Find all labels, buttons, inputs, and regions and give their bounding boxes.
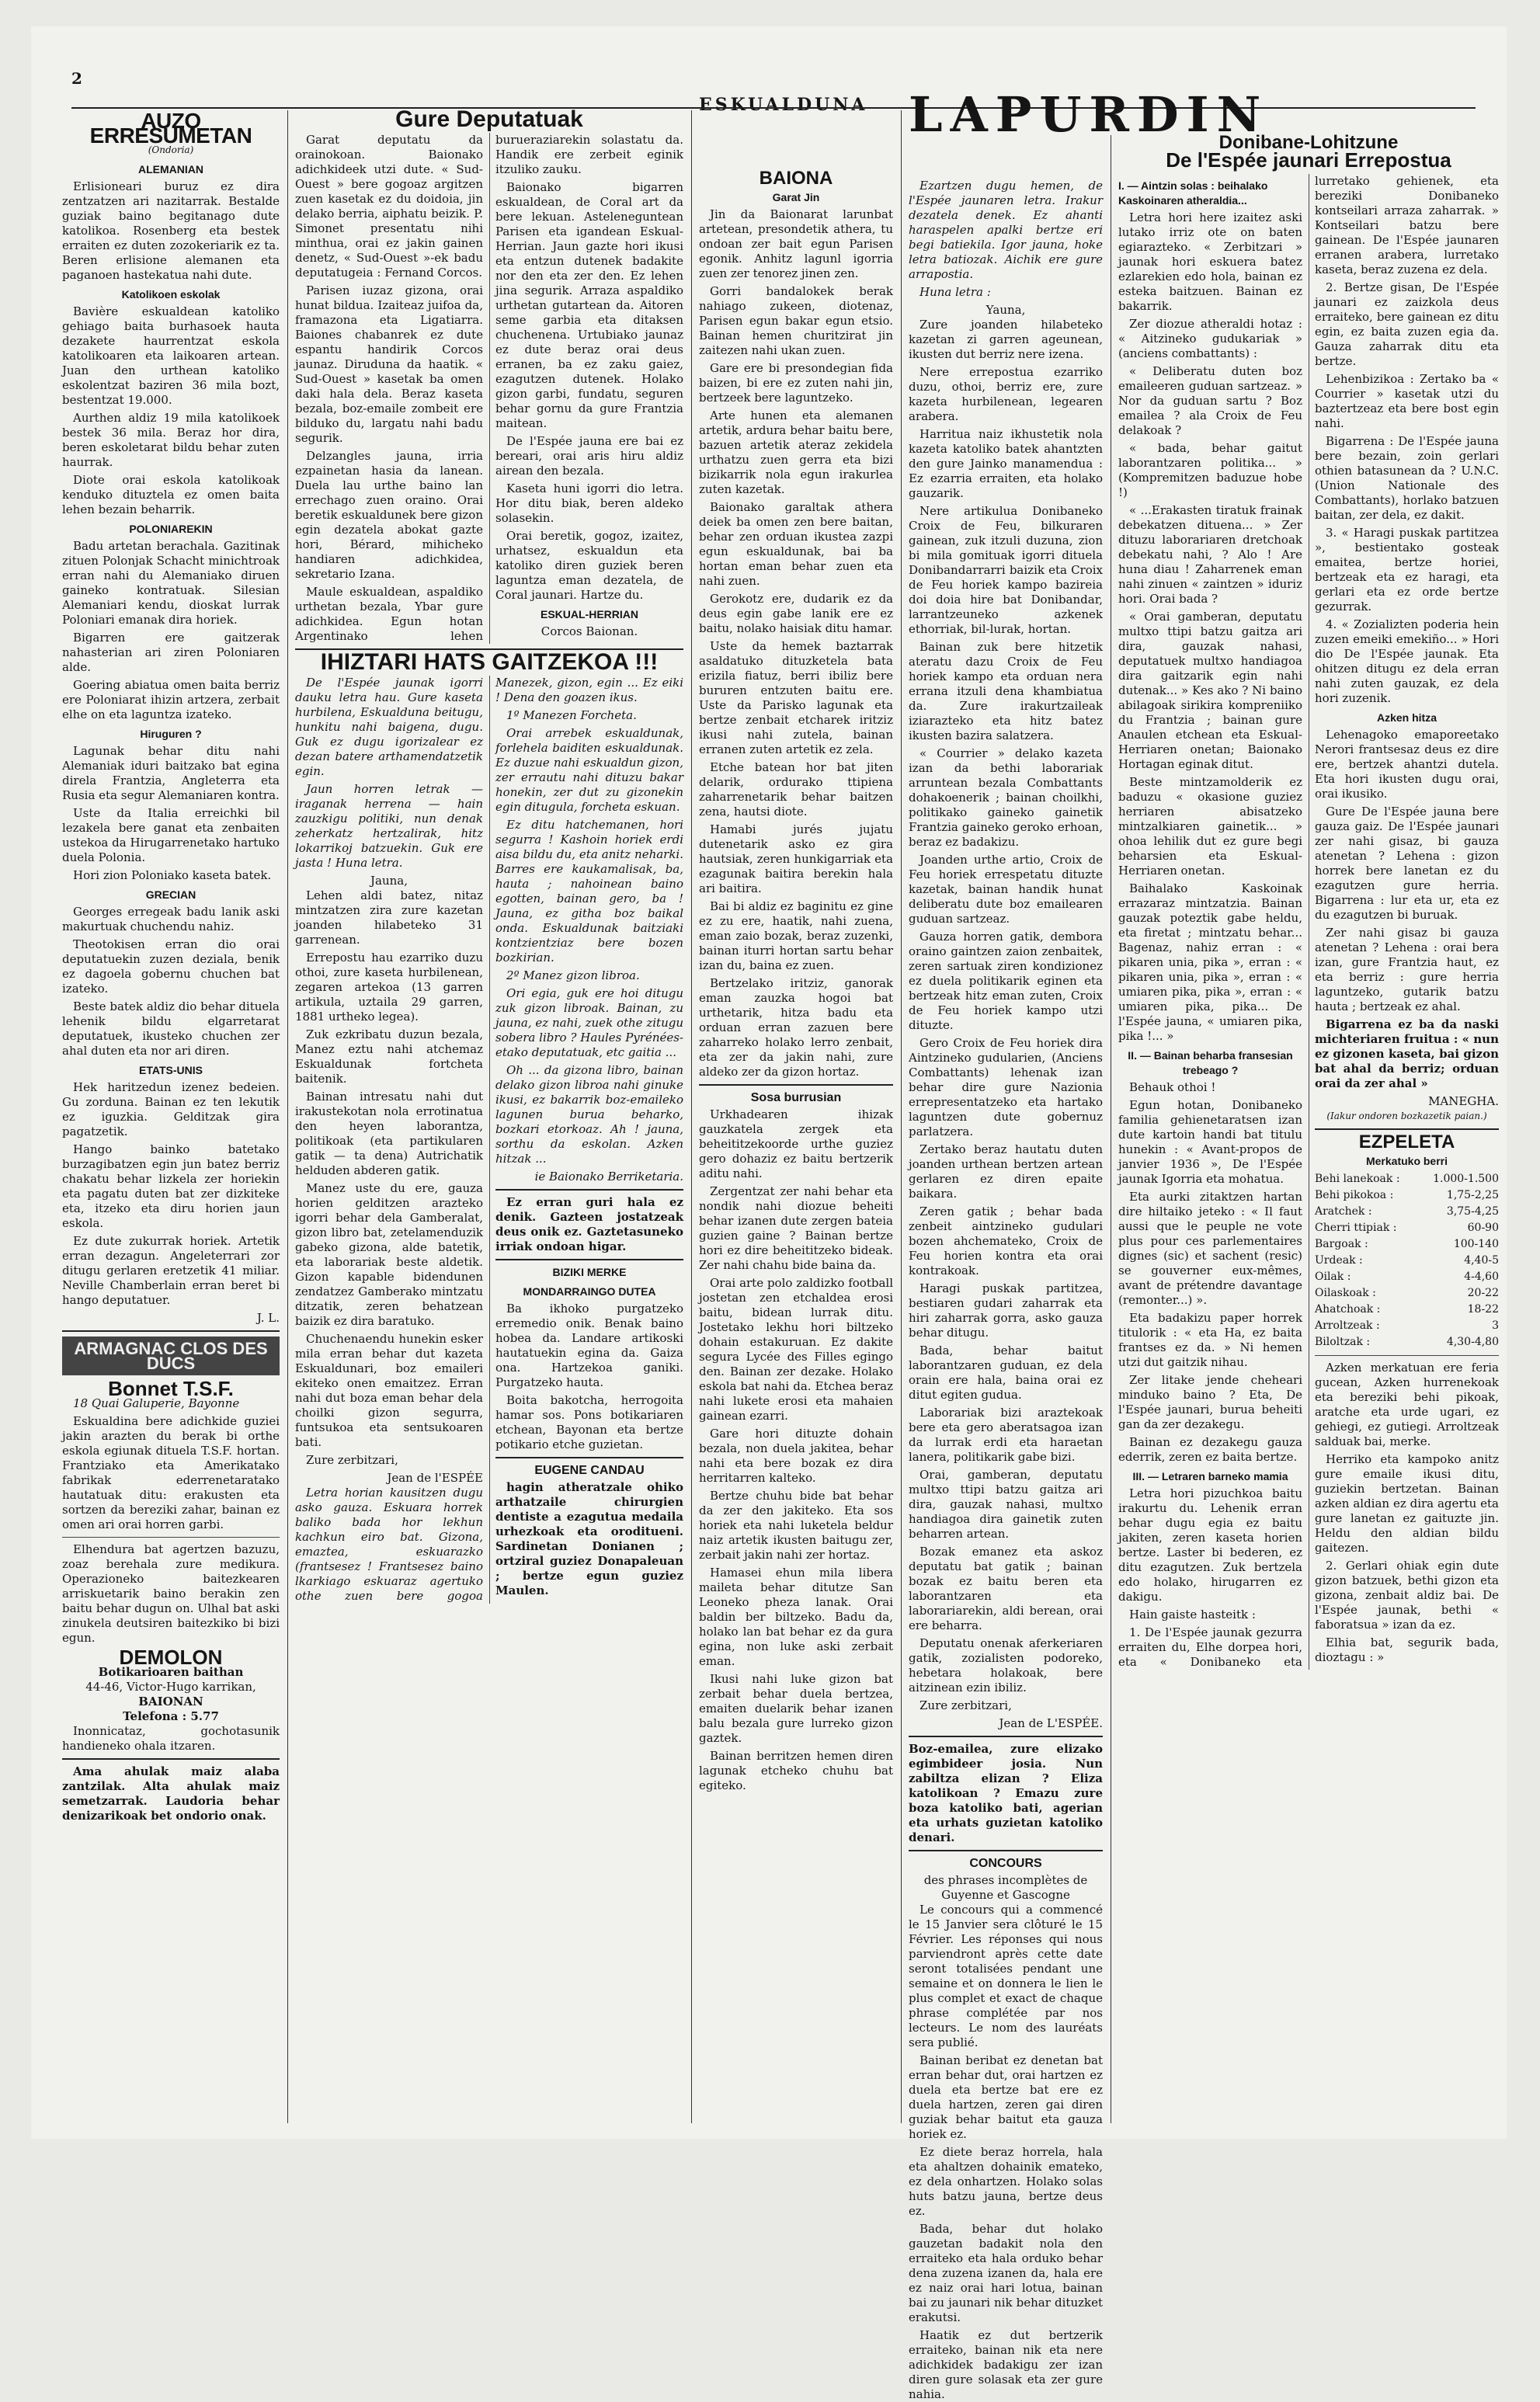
market-item-label: Arroltzeak : <box>1315 1319 1380 1332</box>
paragraph: De l'Espée jauna ere bai ez bereari, orai aris hiru aldiz airean den bezala. <box>495 434 683 478</box>
page-number: 2 <box>71 69 82 88</box>
paragraph: 2. Bertze gisan, De l'Espée jaunari ez zaizkola deus erraiteko, bere gainean ez ditu egin, ez baita zuzen egia da. Gauza zaharrak ditu eta bertze. <box>1315 280 1499 368</box>
market-row <box>1315 1236 1499 1253</box>
paragraph: Letra hori here izaitez aski lutako irriz ote on baten egiarazteko. « Zerbitzari » jaunak hori eskuera batez ezlarekien edo hola, bainan ez esteka baitzuen. Bainan ez bakarrik. <box>1118 210 1302 313</box>
paragraph: 1º Manezen Forcheta. <box>506 708 637 722</box>
market-price-table <box>1315 1171 1499 1350</box>
section-heading: I. — Aintzin solas : beihalako Kaskoinaren atheraldia... <box>1118 179 1268 207</box>
paragraph: Oh ... da gizona libro, bainan delako gizon libroa nahi ginuke ikusi, ez bakarrik boz-emaileko lagunen burua beharko, bozkari etorkoaz. Ah ! jauna, sorthu da eskolan. Azken hitzak ... <box>495 1063 683 1166</box>
paragraph: Bai bi aldiz ez baginitu ez gine ez zu ere, haatik, nahi zuena, eman zaio bozak, beraz zuzenki, bainan iturri hortan sartu behar izan du, baina ez zuen. <box>699 899 893 972</box>
divider <box>699 1084 893 1086</box>
column-3 <box>699 110 893 2123</box>
paragraph: Beste mintzamolderik ez baduzu « okasione guziez herriaren abisatzeko mintzalkiaren gainetik... » ohoa lehilik dut ez gure begi beharsien eta Eskual-Herriaren onetan. <box>1118 775 1302 878</box>
divider <box>62 1330 280 1332</box>
market-row <box>1315 1334 1499 1350</box>
column-rule <box>691 110 692 2123</box>
paragraph: Orai, gamberan, deputatu multxo ttipi batzu gaitza ari dira, gauzak nahasi, multxo handiagoa dira gainetik zuten beharren artean. <box>909 1468 1103 1541</box>
advert-line: BAIONAN <box>138 1695 203 1709</box>
market-row <box>1315 1285 1499 1302</box>
column-1-subtitle: (Ondoria) <box>148 144 194 155</box>
paragraph: Bainan intresatu nahi dut irakustekotan nola errotinatua den heyen laborantza, politikoak (eta partikularen gatik — ta dena) Autrichatik helduden abderen gatik. <box>295 1090 483 1177</box>
paragraph: Laborariak bizi araztekoak bere eta gero aberatsagoa izan da lurrak erdi eta haraetan lanera, politikarik gabe bizi. <box>909 1406 1103 1464</box>
paragraph: Orai arrebek eskualdunak, forlehela baiditen eskualdunak. Ez duzue nahi eskualdun gizon, zer errautu nahi dituzu bakar honekin, zer dut zu gizonekin egin ditugula, forcheta eskuan. <box>495 726 683 814</box>
market-item-label: Ahatchoak : <box>1315 1303 1381 1316</box>
paragraph: Elhendura bat agertzen bazuzu, zoaz berehala zure medikura. Operazioneko baitezkearen arriskuetarik baino berakin zen baitu behar dugun on. Ulhal bat aski zinukela deutsiren baitezkiko bi bizi egun. <box>62 1542 280 1645</box>
market-item-label: Biloltzak : <box>1315 1336 1371 1348</box>
paragraph: Harritua naiz ikhustetik nola kazeta katoliko batek ahantzten den gure Jainko manamendua : Ez ezarria erraiten, eta holako gauzarik. <box>909 427 1103 500</box>
divider <box>495 1457 683 1458</box>
signature: MANEGHA. <box>1428 1094 1499 1108</box>
column-rule <box>901 110 902 2123</box>
concours-subtitle: des phrases incomplètes de Guyenne et Gascogne <box>923 1873 1088 1902</box>
salutation: Yauna, <box>986 303 1026 317</box>
divider <box>909 1736 1103 1737</box>
paragraph: Bainan ez dezakegu gauza ederrik, zeren ez baita bertze. <box>1118 1435 1302 1464</box>
paragraph: Orai beretik, gogoz, izaitez, urhatsez, eskualdun eta katoliko diren guziek beren laguntza eman dezatela, de Coral jaunari. Hartze du. <box>495 529 683 602</box>
market-item-label: Behi lanekoak : <box>1315 1173 1400 1185</box>
paragraph: Baihalako Kaskoinak errazaraz mintzatzia. Bainan gauzak poteztik gabe heldu, eta firetat ; mintzatu behar... Bagenaz, nahiz erran : « pikaren unia, pika », erran : « pikaren unia, pika », erran : « umiaren pika, pika », erran : « umiaren pika, pika... De l'Espée jauna, « umiaren pika, pika !... » <box>1118 881 1302 1043</box>
errepostua-article <box>1118 174 1499 1670</box>
paragraph: 3. « Haragi puskak partitzea », bestientako gosteak emaitea, bertze horiei, bertzeak eta ez haragi, eta gerlari eta ez orde bertze gezurrak. <box>1315 526 1499 614</box>
market-item-label: Oilaskoak : <box>1315 1287 1376 1299</box>
paragraph: Ez ditu hatchemanen, hori segurra ! Kashoin horiek erdi aisa bildu du, eta anitz neharki. Barres ere kaukamalisak, ba, hauta ; nahoinean baino egotten, bainan gero, ba ! Jauna, ez githa boz baikal onda. Eskualdunak baitziaki kontzientziaz bere bozen bozkirian. <box>495 818 683 965</box>
advert-title: BIZIKI MERKE <box>552 1266 627 1278</box>
paragraph: Bainan beribat ez denetan bat erran behar dut, orai hartzen ez duela eta bertze bat ere ez duela hartzen, zeren gai diren guziak behar baitut eta gauza horiek ez. <box>909 2053 1103 2141</box>
salutation: Jauna, <box>370 874 408 888</box>
paragraph: Gare ere bi presondegian fida baizen, bi ere ez zuten nahi jin, bertzeek bere laguntzeko. <box>699 361 893 405</box>
signature: Jean de l'ESPÉE <box>387 1471 483 1485</box>
paragraph: Eta aurki zitaktzen hartan dire hiltaiko jeteko : « Il faut aussi que le peuple ne vote plus pour ces parlementaires dignes (sic) et sachent (resic) se gouverner eux-mêmes, avant de prétendre davantage (remonter...) ». <box>1118 1190 1302 1307</box>
market-item-price: 4,30-4,80 <box>1446 1336 1499 1348</box>
paragraph: « Courrier » delako kazeta izan da bethi laborariak arruntean bezala Combattants dohakoenerik ; bainan choilkhi, politikako gaineko gainetik Frantzia gaineko geroko erhoan, beraz ez badakizu. <box>909 746 1103 849</box>
paragraph: Jin da Baionarat larunbat artetean, presondetik athera, tu ondoan zer bait egun Parisen egonik. Anhitz lagunl igorria zuen zer tenorez jinen zen. <box>699 207 893 280</box>
paragraph: Bavière eskualdean katoliko gehiago baita burhasoek hauta dezakete haurrentzat eskola katolikoaren eta laikoaren artean. Juan den urthean katoliko eskolentzat baziren 36 mila bozt, bestentzat 19.000. <box>62 304 280 407</box>
paragraph: Parisen iuzaz gizona, orai hunat bildua. Izaiteaz juifoa da, framazona eta Ligatiarra. Baiones chabanrek ez dute espantu handirik Corcos jaunaz. Diruduna da haatik. « Sud-Ouest » kasetak ba omen daki hala dela. Beraz kaseta bezala, boz-emaile zombeit ere bilduko du, largatu nahi badu segurik. <box>295 283 483 445</box>
paragraph: Manez uste du ere, gauza horien gelditzen arazteko igorri behar dela Gamberalat, gizon libro bat, zetelamenduzik gabeko gizona, alde batetik, eta laborariak beste aldetik. Gizon kapable bidendunen zendatzez Gamberako mintzatu ditzatik, zeren behatzean baizik ez dira baratuko. <box>295 1181 483 1328</box>
paragraph: Arte hunen eta alemanen artetik, ardura behar baitu bere, bazuen artetik ateraz zekidela urthatzu zuen gerra eta bizi bizikarrik nola egun irakurlea zuten kazetak. <box>699 408 893 496</box>
paragraph: Jaun horren letrak — iraganak herrena — hain zauzkigu politiki, nun denak zeherkatz hertzalirak, hitz lokarrikoj batzuekin. Guk ere jasta ! Huna letra. <box>295 782 483 870</box>
paragraph: Theotokisen erran dio orai deputatuekin zuzen deziala, benik ez dagoela gobernu chuchen bat izateko. <box>62 937 280 996</box>
paragraph: Bigarren ere gaitzerak nahasterian ari ziren Poloniaren alde. <box>62 631 280 674</box>
paragraph: Ba ikhoko purgatzeko erremedio onik. Benak baino hobea da. Landare artikoski hautatuekin egina da. Gaiza ona. Hartzekoa ganiki. Purgatzeko hauta. <box>495 1302 683 1389</box>
deputatuak-article <box>295 133 683 644</box>
paragraph: Azken merkatuan ere feria gucean, Azken hurrenekoak eta bereziki behi pikoak, aratche eta urde ugari, ez gehiegi, ez gutiegi. Arroltzeak salduak bai, merke. <box>1315 1361 1499 1448</box>
column-2 <box>295 106 683 2123</box>
paragraph: Badu artetan berachala. Gazitinak zituen Polonjak Schacht minichtroak erran nahi du Alemaniako diruen gaineko kontratuak. Silesian Alemaniari kendu, dioskat lurrak Poloniari emanak dira horiek. <box>62 539 280 627</box>
market-row <box>1315 1220 1499 1236</box>
advert-title: EUGENE CANDAU <box>534 1464 645 1477</box>
divider <box>1315 1128 1499 1130</box>
paragraph: Joanden urthe artio, Croix de Feu horiek errespetatu dituzte kazetak, bainan handik hunat deliberatu dute boz emailearen guduan sartzeaz. <box>909 853 1103 926</box>
section-heading: III. — Letraren barneko mamia <box>1132 1470 1288 1483</box>
ezpeleta-title: EZPELETA <box>1358 1131 1455 1152</box>
market-row <box>1315 1253 1499 1269</box>
market-row <box>1315 1318 1499 1334</box>
paragraph: Zure joanden hilabeteko kazetan zi garren ageunean, ikusten dut berriz nere izena. <box>909 318 1103 361</box>
paragraph: Erlisioneari buruz ez dira zentzatzen ari nazitarrak. Bestalde guziak baino begitanago dute katolikoa. Rosenberg eta bestek erraiten ez duten zozokeriarik ez ta. Beren erlisione alemanen eta paganoen hastekatua nahi dute. <box>62 179 280 282</box>
paragraph: Herriko eta kampoko anitz gure emaile ikusi ditu, guziekin bertzetan. Bainan azken aldian ez dira agertu eta gure lanetan ez gaituzte jin. Heldu den aldian bildu gaitezen. <box>1315 1452 1499 1555</box>
paragraph: Bigarrena ez ba da naski michteriaren fruitua : « nun ez gizonen kaseta, bai gizon bat ahal da berriz; orduan orai da zer ahal » <box>1315 1017 1499 1090</box>
paragraph: 2º Manez gizon libroa. <box>506 968 640 982</box>
paragraph: Zer nahi gisaz bi gauza atenetan ? Lehena : orai bera izan, gure Frantzia haut, ez eta berriz : gure herria laguntzeko, gutarik batzu hauta ; bertzeak ez ahal. <box>1315 926 1499 1013</box>
market-item-label: Behi pikokoa : <box>1315 1189 1394 1201</box>
ihiztari-article <box>295 676 683 1604</box>
paragraph: Letra horian kausitzen dugu asko gauza. Eskuara horrek baliko bada hor lekhun kachkun eiro bat. Gizona, emaztea, eskuarazko (frantsesez ! Frantsesez baino lkarkiago eskuaraz agertuko othe zuen bere gogoa Manezek, gizon, egin ... Ez eiki ! Dena den goazen ikus. <box>295 676 683 1603</box>
paragraph: Baionako bigarren eskualdean, de Coral art da bere lekuan. Asteleneguntean Parisen eta igandean Eskual-Herrian. Jaun gazte hori ikusi eta entzun dutenek badakite nor den eta zer den. Ez lehen jina segurik. Arraza aspaldiko urthetan gutartean da. Aitoren seme garbia eta ditaksen chuchenena. Urtubiako jaunaz ez dute beraz orai deus erranen, ba ez zaku gaiez, ezagutzen dutenek. Holako gizon garbi, fundatu, seguren behar gornu da gure Frantzia maitean. <box>495 180 683 430</box>
market-item-price: 20-22 <box>1467 1287 1499 1299</box>
ihiztari-title: IHIZTARI HATS GAITZEKOA !!! <box>320 649 659 675</box>
paragraph: Baionako garaltak athera deiek ba omen zen bere baitan, behar zen orduan ikustea zazpi egun eskualdunak, bai ba hortan eman behar zuen eta nahi zuen. <box>699 500 893 588</box>
advert-line: Botikarioaren baithan <box>98 1665 244 1679</box>
paragraph: Lagunak behar ditu nahi Alemaniak iduri baitzako bat egina direla Frantzia, Angleterra eta Rusia eta segur Alemaniaren kontra. <box>62 744 280 802</box>
advert-title: MONDARRAINGO DUTEA <box>523 1285 656 1298</box>
paragraph: Bigarrena : De l'Espée jauna bere bezain, zoin gerlari othien batasunean da ? U.N.C. (Union Nationale des Combattants), horlako batzuen baitan, zer dela, ez dakit. <box>1315 434 1499 522</box>
paragraph: Ikusi nahi luke gizon bat zerbait behar duela bertzea, emaiten duelarik behar izanen balu bezala gure lurreko gizon gaztek. <box>699 1672 893 1745</box>
paragraph: Maule eskualdean, aspaldiko urthetan bezala, Ybar gure adichkidea. Egun hotan Argentinako lehen burueraziarekin solastatu da. Handik ere zerbeit eginik itzuliko zauku. <box>295 133 683 643</box>
paragraph: 4. « Zozializten poderia hein zuzen emeiki emekiño... » Hori dio De l'Espée jaunak. Eta ohitzen ditugu ez dela erran nahi zuten gauzak, ez dela hori zuzenik. <box>1315 617 1499 705</box>
ezpeleta-subtitle: Merkatuko berri <box>1365 1155 1448 1167</box>
section-heading: II. — Bainan beharba fransesian trebeago ? <box>1128 1049 1293 1076</box>
paragraph: Zergentzat zer nahi behar eta nondik nahi diozue beheiti behar izanen dute zergen bateia guzien gaine ? Bainan bertze hori ez dire beheititzeko bideak. Zer nahi chahu bide baina da. <box>699 1184 893 1272</box>
donibane-title: Donibane-Lohitzune <box>1218 132 1399 153</box>
paragraph: Bainan berritzen hemen diren lagunak etcheko chuhu bat egiteko. <box>699 1749 893 1792</box>
paragraph: Goering abiatua omen baita berriz ere Poloniarat ihizin artzera, zerbait elhe on eta laguntza izateko. <box>62 678 280 721</box>
market-item-price: 1.000-1.500 <box>1433 1173 1499 1185</box>
paragraph: Georges erregeak badu lanik aski makurtuak chuchendu nahiz. <box>62 905 280 933</box>
advert-line: Telefona : 5.77 <box>123 1709 219 1723</box>
paragraph: hagin atheratzale ohiko arthatzaile chirurgien dentiste a ezagutua medaila urhezkoak eta oroditueni. Sardinetan Donianen ; ortziral guziez Donapaleuan ; bertze egun guziez Maulen. <box>495 1480 683 1597</box>
paragraph: Zertako beraz hautatu duten joanden urthean bertzen artean gerlaren ez diren epaite baikara. <box>909 1142 1103 1201</box>
market-item-price: 18-22 <box>1467 1303 1499 1316</box>
advert-bonnet-title: Bonnet T.S.F. <box>108 1377 234 1400</box>
paragraph: Bertzelako iritziz, ganorak eman zauzka hogoi bat urthetarik, hitza badu eta orduan erran zazuen bere zaharreko holako lerro zenbait, eta zer da jakin nahi, zure aldeko zer da gizon hortaz. <box>699 976 893 1079</box>
paragraph: Gare hori dituzte dohain bezala, non duela jakitea, behar nahi eta bere bozak ez dira herritarren kalteko. <box>699 1427 893 1485</box>
column-2-title: Gure Deputatuak <box>395 106 583 132</box>
paragraph: Lehen aldi batez, nitaz mintzatzen zira zure kazetan joanden hilabeteko 31 garrenean. <box>295 888 483 947</box>
newspaper-page <box>31 26 1507 2401</box>
column-5 <box>1118 132 1499 2123</box>
section-heading: Azken hitza <box>1376 711 1437 724</box>
divider <box>495 1189 683 1191</box>
paragraph: Zer diozue atheraldi hotaz : « Aitzineko gudukariak » (anciens combattants) : <box>1118 317 1302 360</box>
paragraph: Uste da hemek baztarrak asaldatuko dituzketela bata erizila fiatuz, berri ibiliz bere bururen entzuten baitu ere. Uste da Parisko lagunak eta bertze zenbait etcharek iritziz ikusi nahi zutela, bainan erranen zuten artetik ez zela. <box>699 639 893 756</box>
market-item-label: Aratchek : <box>1315 1205 1372 1218</box>
paragraph: Ezartzen dugu hemen, de l'Espée jaunaren letra. Irakur dezatela denek. Ez ahanti haraspelen apalki bertze eri begi batiekila. Igor jauna, hoke letra batiozak. Aichik ere gure arrapostia. <box>909 179 1103 281</box>
paragraph: Beste batek aldiz dio behar dituela lehenik bildu elgarretarat deputatuek, ikusteko chuchen zer ahal duten eta nor ari diren. <box>62 999 280 1058</box>
market-item-price: 100-140 <box>1453 1238 1499 1250</box>
paragraph: De l'Espée jaunak igorri dauku letra hau. Gure kaseta hurbilena, Eskualduna beitugu, hunkitu nahi baigena, dugu. Guk ez dugu igorizalear ez dezan batere arthamendatzetik egin. <box>295 676 483 778</box>
market-row <box>1315 1171 1499 1187</box>
paragraph: Nere errepostua ezarriko duzu, othoi, berriz ere, zure kazeta hurbilenean, legearen arabera. <box>909 365 1103 423</box>
paragraph: Ori egia, guk ere hoi ditugu zuk gizon libroak. Bainan, zu jauna, ez nahi, zuek othe zitugu sobera libro ? Haules Pyrénées-etako deputatuak, etc gaitia ... <box>495 986 683 1059</box>
paragraph: « Deliberatu duten boz emaileeren guduan sartzeaz. » Nor da guduan sartu ? Boz emailea ? ala Croix de Feu delakoak ? <box>1118 364 1302 437</box>
market-item-label: Urdeak : <box>1315 1254 1363 1267</box>
paragraph: Inonnicataz, gochotasunik handieneko ohala itzaren. <box>62 1724 280 1753</box>
paragraph: Hamabi jurés jujatu dutenetarik asko ez gira hautsiak, zeren hunkigarriak eta ezagunak baitira berekin hala ari baitira. <box>699 822 893 895</box>
section-heading: ETATS-UNIS <box>139 1064 203 1076</box>
paragraph: Lehenagoko emaporeetako Nerori frantsesaz deus ez dire ere, bertzek ahantzi dutela. Eta hori ikusten dugu orai, orai ikusiko. <box>1315 728 1499 801</box>
paragraph: Hain gaiste hasteitk : <box>1129 1608 1256 1622</box>
paragraph: Zeren gatik ; behar bada zenbeit aintzineko gudulari bozen ahchemateko, Croix de Feu horien kontra eta orai kontrakoak. <box>909 1204 1103 1277</box>
boxed-notice: Boz-emailea, zure elizako egimbideer josia. Nun zabiltza elizan ? Eliza katolikoan ? Emazu zure boza katoliko bati, agerian eta urhats guzietan katoliko denari. <box>909 1742 1103 1844</box>
signature: ie Baionako Berriketaria. <box>534 1170 683 1184</box>
divider <box>62 1758 280 1760</box>
paragraph: Chuchenaendu hunekin esker mila erran behar dut kazeta Eskualdunari, boz emaileri ekiteko onen emaitzez. Erran nahi dut boza eman behar dela choilki gizon segurra, funtsukoa eta sentsukoaren bati. <box>295 1332 483 1449</box>
section-heading: ESKUAL-HERRIAN <box>541 608 638 620</box>
paragraph: Garat deputatu da orainokoan. Baionako adichkideek utzi dute. « Sud-Ouest » bere gogoaz argitzen zuen kasetak ez du doidoia, jin delako berria, aiphatu beizik. P. Simonet presentatu nihi minthua, orai ez jakin gainen denetz, « Sud-Ouest »-ek badu deputatugeia : Fernand Corcos. <box>295 133 483 280</box>
section-heading: POLONIAREKIN <box>129 523 213 535</box>
paragraph: 1. De l'Espée jaunak gezurra erraiten du, Elhe dorpea hori, eta « Donibaneko eta lurretako gehienek, eta bereziki Donibaneko kontseilari arraza zaharrak. » Kontseilari batzu bere gainean. De l'Espée jaunaren erranen arabera, lurretako kaseta, beraz zuzena ez dela. <box>1118 174 1499 1669</box>
paragraph: Letra hori pizuchkoa baitu irakurtu du. Lehenik erran behar dugu egia ez baitu jakiten, zeren kaseta horien bertze. Laster bi bederen, ez ditu ezagutzen. Zuk bertzela edo holako, hirugarren ez dakigu. <box>1118 1486 1302 1604</box>
paragraph: Zure zerbitzari, <box>306 1453 398 1467</box>
market-item-price: 4,40-5 <box>1464 1254 1499 1267</box>
market-item-label: Oilak : <box>1315 1271 1351 1283</box>
paragraph: Orai arte polo zaldizko football jostetan zen etchaldea erosi baitu, bidean lurrak ditu. Jostetako lekhu hori biltzeko dohain estakuruan. Ez dakite segura Lycée des Filles egingo den. Bainan zer dezake. Holako eskola bat nahi da. Etchea beraz nahi lukete erosi eta mahaien gainean ezarri. <box>699 1276 893 1423</box>
paragraph: Diote orai eskola katolikoak kenduko dituztela ez omen baita lehen bezain beharrik. <box>62 473 280 516</box>
paragraph: Gero Croix de Feu horiek dira Aintzineko gudularien, (Anciens Combattants) lehenak izan behar dire gure Nazionia errepresentatzeko eta hartako laguntzen dute gobernuz parlatzera. <box>909 1036 1103 1138</box>
signature: Corcos Baionan. <box>541 624 638 638</box>
market-item-label: Cherri ttipiak : <box>1315 1222 1397 1234</box>
paragraph: Lehenbizikoa : Zertako ba « Courrier » kasetak utzi du baztertzeaz eta bere bost egin nahi. <box>1315 372 1499 430</box>
paragraph: Zure zerbitzari, <box>919 1698 1012 1712</box>
column-rule <box>287 110 288 2123</box>
paragraph: Ama ahulak maiz alaba zantzilak. Alta ahulak maiz semetzarrak. Laudoria behar denizarikoak bet ondorio onak. <box>62 1764 280 1823</box>
market-item-price: 4-4,60 <box>1464 1271 1499 1283</box>
paragraph: Elhia bat, segurik bada, dioztagu : » <box>1315 1636 1499 1664</box>
paragraph: Hori zion Poloniako kaseta batek. <box>73 868 272 882</box>
market-row <box>1315 1302 1499 1318</box>
paragraph: Zuk ezkribatu duzun bezala, Manez eztu nahi atchemaz Eskualdunak fortcheta baitenik. <box>295 1027 483 1086</box>
section-heading: ALEMANIAN <box>138 163 203 176</box>
paragraph: Bertze chuhu bide bat behar da zer den jakiteko. Eta sos horiek eta nahi luketela beldur naiz artetik ikusten baitugu zer, zerbait jakin nahi zer hortaz. <box>699 1489 893 1562</box>
paragraph: Ez dute zukurrak horiek. Artetik erran dezagun. Angeleterrari zor ditugu gerlaren eretzetik 41 miliar. Neville Chamberlain erran beret bi hango deputatuer. <box>62 1234 280 1307</box>
market-row <box>1315 1187 1499 1204</box>
signature: Jean de L'ESPÉE. <box>999 1716 1103 1730</box>
errepostua-title: De l'Espée jaunari Errepostua <box>1166 148 1451 172</box>
section-heading: GRECIAN <box>145 888 196 901</box>
paragraph: Behauk othoi ! <box>1129 1080 1216 1094</box>
baiona-title: BAIONA <box>759 168 833 189</box>
paragraph: Zer litake jende cheheari minduko baino ? Eta, De l'Espée jaunari, burua beheiti gan da zer dezakegu. <box>1118 1373 1302 1431</box>
paragraph: Uste da Italia erreichki bil lezakela bere ganat eta zenbaiten ustekoa da Hirugarrenetako hartuko duela Polonia. <box>62 806 280 864</box>
paragraph: Delzangles jauna, irria ezpainetan hasia da lanean. Duela lau urthe baino lan errechago zuen oraino. Orai beretik eskualdunek bere gizon egin dezatela abokat gazte hori, Bérard, mihicheko handiaren adichkidea, sekretario Izana. <box>295 449 483 581</box>
advert-demolon-title: DEMOLON <box>119 1646 223 1669</box>
divider <box>1315 1355 1499 1356</box>
paragraph: Bozak emanez eta askoz deputatu bat gatik ; bainan bozak ez baitu beren eta laborantzaren eta laborariarekin, aldi berean, orai ere beharra. <box>909 1545 1103 1632</box>
market-item-price: 60-90 <box>1467 1222 1499 1234</box>
advert-armagnac: ARMAGNAC CLOS DES DUCS <box>62 1337 280 1375</box>
paragraph: Deputatu onenak aferkeriaren gatik, zozialisten podoreko, hebetara holakoak, bere aitzinean ezin ibiliz. <box>909 1636 1103 1695</box>
paragraph: Le concours qui a commencé le 15 Janvier sera clôturé le 15 Février. Les réponses qui nous parviendront après cette date seront totalisées pendant une semaine et on donnera le lien le plus complet et exact de chaque phrase complétée par nos lecteurs. Le nom des lauréats sera publié. <box>909 1903 1103 2049</box>
concours-title: CONCOURS <box>969 1857 1042 1870</box>
paragraph: Gauza horren gatik, dembora oraino gaintzen zaion zenbaitek, zeren sartuak ziren kondizionez ez duela politikarik eginen eta bertzeak hitz eman zuten, Croix de Feu horiek kampo utzi dituzte. <box>909 930 1103 1032</box>
section-heading: Hiruguren ? <box>140 728 202 740</box>
baiona-subtitle: Garat Jin <box>772 191 820 203</box>
paragraph: Eta badakizu paper horrek titulorik : « eta Ha, ez baita frantses ez da. » Ni hemen utzi dut gaitzik nihau. <box>1118 1311 1302 1369</box>
paragraph: « Orai gamberan, deputatu multxo ttipi batzu gaitza ari dira, gauzak nahasi, deputatuek multxo handiagoa dira gaitzarik egin nahi dutenak... » Kes ako ? Ni baino abilagoak sirikira kompreniiko du Frantzia ; bainan gure Anaulen etchean eta Eskual-Herriaren onetan; Baionako Hortagan eginak ditut. <box>1118 610 1302 771</box>
market-item-price: 1,75-2,25 <box>1446 1189 1499 1201</box>
paragraph: Bada, behar dut holako gauzetan badakit nola den erraiteko eta hala orduko behar dena zuzena izanen da, hala ere ez naiz orai hari lotua, bainan bai zu jaunari nik behar dituzket erakutsi. <box>909 2222 1103 2324</box>
paragraph: 2. Gerlari ohiak egin dute gizon batzuek, bethi gizon eta gizona, zenbait aldiz bai. De l'Espée jaunak, bethi « faboratsua » izan da ez. <box>1315 1559 1499 1632</box>
sosa-title: Sosa burrusian <box>750 1091 842 1104</box>
paragraph: Ez diete beraz horrela, hala eta ahaltzen dohainik emateko, ez dela onhartzen. Holako solas huts batzu jauna, bertze deus ez. <box>909 2145 1103 2218</box>
paragraph: Hek haritzedun izenez bedeien. Gu zorduna. Bainan ez ten lekutik ez iguzkia. Gelditzak gira pagatzetik. <box>62 1080 280 1138</box>
paragraph: Huna letra : <box>919 285 991 299</box>
market-item-label: Bargoak : <box>1315 1238 1368 1250</box>
paragraph: Kaseta huni igorri dio letra. Hor ditu biak, beren aldeko solasekin. <box>495 481 683 525</box>
paragraph: Urkhadearen ihizak gauzkatela zergek eta beheititzekoorde urthe guziez gero dohaziz ez baitu bertzerik aditu nahi. <box>699 1107 893 1180</box>
lapurdin-title: LAPURDIN <box>909 86 1269 143</box>
paragraph: Egun hotan, Donibaneko familia gehienetaratsen izan dute kartoin handi bat titulu hunekin : « Avant-propos de janvier 1936 », De l'Espée jaunak Igorria eta mohatua. <box>1118 1098 1302 1186</box>
paragraph: Hamasei ehun mila libera maileta behar ditutze San Leoneko pheza lanak. Orai baldin ber biltzeko. Badu da, holako lan bat behar ez da gura egina, non luke aski zerbait eman. <box>699 1566 893 1668</box>
paragraph: « ...Erakasten tiratuk frainak debekatzen dituena... » Zer dituzu laborariaren dretchoak debekatu nahi, ? Alo ! Are huna diau ! Zaharrenek eman nahi zinuen « zaintzen » iduriz hori. Orai bada ? <box>1118 503 1302 606</box>
divider <box>909 1850 1103 1851</box>
advert-line: 44-46, Victor-Hugo karrikan, <box>85 1680 256 1694</box>
paragraph: Haragi puskak partitzea, bestiaren gudari zaharrak eta hiri zaharrak gorra, asko gauza behar ditugu. <box>909 1281 1103 1340</box>
newspaper-name: ESKUALDUNA <box>699 95 868 115</box>
divider <box>62 1537 280 1538</box>
paragraph: 18 Quai Galuperie, Bayonne <box>73 1396 240 1410</box>
paragraph: Boita bakotcha, herrogoita hamar sos. Pons botikariaren etchean, Bayonan eta bertze potikario etche guzietan. <box>495 1393 683 1451</box>
paragraph: Nere artikulua Donibaneko Croix de Feu, bilkuraren gainean, zuk itzuli duzuna, zion bi mila gomituak igorri dituela Donibandarrarri baizik eta Croix de Feu horiek kampo bazireia doi doia hire bat Donibandar, larrantzeuneko azkenek ethorriak, bil-lurak, hortan. <box>909 504 1103 636</box>
signature: J. L. <box>256 1311 280 1325</box>
divider <box>495 1259 683 1260</box>
paragraph: Bainan zuk bere hitzetik ateratu dazu Croix de Feu horiek kampo eta orduan nera errana itzuli dena khambiatua da. Zure irakurtzaileak iziarazteko eta hitz batez ikusten bazira salatzera. <box>909 640 1103 742</box>
paragraph: Etche batean hor bat jiten delarik, ordurako ttipiena zaharrenetarik behar baitzen zena, hautsi diote. <box>699 760 893 819</box>
section-heading: Katolikoen eskolak <box>121 288 221 301</box>
signature-note: (Iakur ondoren bozkazetik paian.) <box>1326 1111 1487 1121</box>
paragraph: Gure De l'Espée jauna bere gauza gaiz. De l'Espée jaunari zer nahi gisaz, bi gauza atenetan ? Lehena : gizon horrek bere lanetan ez du ezagutzen gure herria. Bigarrena : lur eta ur, eta ez du ezagutzen bi buruak. <box>1315 805 1499 922</box>
paragraph: Gerokotz ere, dudarik ez da deus egin gabe lanik ere ez baitu, nolako haisiak ditu hamar. <box>699 592 893 635</box>
paragraph: Haatik ez dut bertzerik erraiteko, bainan nik eta nere adichkidek badakigu zer izan diren gure solasak eta zer gure nahia. <box>909 2328 1103 2401</box>
paragraph: Errepostu hau ezarriko duzu othoi, zure kaseta hurbilenean, zegaren artekoa (13 garren artikula, uztaila 29 garren, 1881 urtheko legea). <box>295 951 483 1024</box>
column-1-title: AUZO ERRESUMETAN <box>89 109 252 148</box>
paragraph: Aurthen aldiz 19 mila katolikoek bestek 36 mila. Beraz hor dira, beren eskoletarat bildu behar zuten haurrak. <box>62 411 280 469</box>
market-row <box>1315 1204 1499 1220</box>
paragraph: Gorri bandalokek berak nahiago zukeen, diotenaz, Parisen egun bakar egun etsio. Bainan hemen churitzirat jin zaitezen nahi ukan zuen. <box>699 284 893 357</box>
paragraph: Ez erran guri hala ez denik. Gazteen jostatzeak deus onik ez. Gaztetasuneko irriak ondoan higar. <box>495 1195 683 1253</box>
market-row <box>1315 1269 1499 1285</box>
paragraph: Eskualdina bere adichkide guziei jakin arazten du berak bi orthe eskola egiunak dituela T.S.F. hortan. Frantziako eta Amerikatako fabrikak ederrenetaratako hautatuak ditu: erakusten eta sortzen da bereziki zahar, bainan ez omen ari orai horren garbi. <box>62 1414 280 1531</box>
paragraph: Hango bainko batetako burzagibatzen egin jun batez berriz chakatu behar lizkela zer horiekin eta pagatu duten bat zer dizkiteke eta, itzeko eta diru horien jaun eskola. <box>62 1142 280 1230</box>
paragraph: « bada, behar gaitut laborantzaren politika... » (Kompremitzen baduzue hobe !) <box>1118 441 1302 499</box>
paragraph: Bada, behar baitut laborantzaren guduan, ez dela orain ere hala, baina orai ez ditut egiten gudua. <box>909 1344 1103 1402</box>
market-item-price: 3,75-4,25 <box>1446 1205 1499 1218</box>
column-1 <box>62 110 280 2123</box>
market-item-price: 3 <box>1492 1319 1499 1332</box>
